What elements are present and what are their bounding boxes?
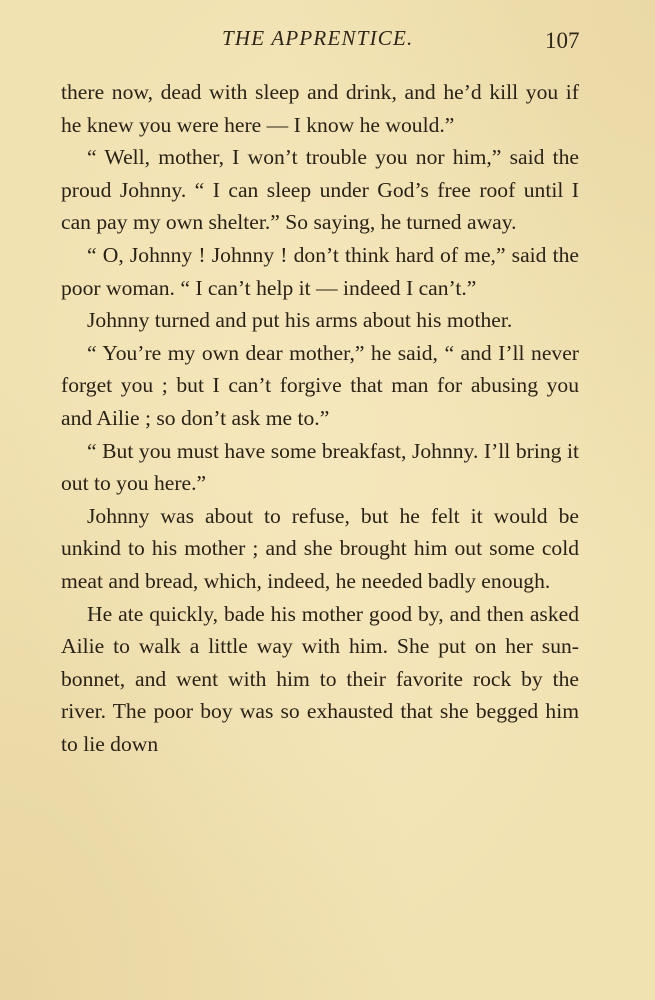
paragraph: Johnny was about to refuse, but he felt it would be unkind to his mother ; and she brought him out some cold meat and bread, which, indeed, he needed badly enough.: [61, 503, 579, 593]
paragraph: “ O, Johnny ! Johnny ! don’t think hard of me,” said the poor woman. “ I can’t help it — indeed I can’t.”: [61, 242, 579, 300]
paragraph: He ate quickly, bade his mother good by, and then asked Ailie to walk a little way with him. She put on her sun-bonnet, and went with him to their favorite rock by the river. The poor boy was so exhausted that she begged him to lie down: [61, 601, 579, 756]
running-head-title: THE APPRENTICE.: [222, 26, 414, 50]
paragraph: “ Well, mother, I won’t trouble you nor him,” said the proud Johnny. “ I can sleep under God’s free roof until I can pay my own shelter.” So saying, he turned away.: [61, 145, 579, 235]
paragraph: “ But you must have some breakfast, Johnny. I’ll bring it out to you here.”: [61, 438, 579, 496]
body-text: [61, 76, 579, 760]
paragraph: “ You’re my own dear mother,” he said, “ and I’ll never forget you ; but I can’t forgive that man for abusing you and Ailie ; so don’t ask me to.”: [61, 340, 579, 430]
paragraph: Johnny turned and put his arms about his mother.: [87, 308, 513, 333]
paragraph: there now, dead with sleep and drink, and he’d kill you if he knew you were here — I know he would.”: [61, 80, 579, 137]
page-number: 107: [545, 28, 580, 53]
